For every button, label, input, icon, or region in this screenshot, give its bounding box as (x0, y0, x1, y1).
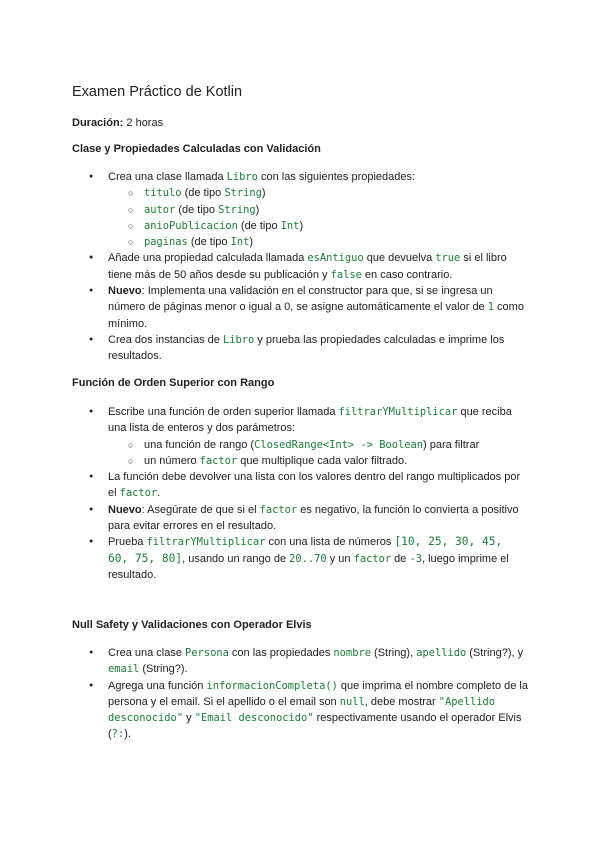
sub-list-item: ○ autor (de tipo String) (108, 202, 528, 218)
list-item: ● Escribe una función de orden superior llamada filtrarYMultiplicar que reciba una lista de enteros y dos parámetros: ○ una función de rango (ClosedRange<Int> -> Boolean) para filtrar ○ un número factor que multiplique cada valor filtrado. (72, 404, 528, 469)
sub-list-item: ○ una función de rango (ClosedRange<Int> -> Boolean) para filtrar (108, 437, 528, 453)
sub-list-item: ○ anioPublicacion (de tipo Int) (108, 218, 528, 234)
list-item: ● Nuevo: Implementa una validación en el constructor para que, si se ingresa un número de páginas menor o igual a 0, se asigne automáticamente el valor de 1 como mínimo. (72, 283, 528, 332)
section-2-list (72, 404, 528, 583)
section-1-list (72, 169, 528, 365)
parameter-sublist (108, 437, 528, 470)
sub-list-item: ○ titulo (de tipo String) (108, 185, 528, 201)
list-item: ● Prueba filtrarYMultiplicar con una lista de números [10, 25, 30, 45, 60, 75, 80], usando un rango de 20..70 y un factor de -3, luego imprime el resultado. (72, 534, 528, 583)
list-item: ● Crea una clase Persona con las propiedades nombre (String), apellido (String?), y email (String?). (72, 645, 528, 678)
list-item: ● La función debe devolver una lista con los valores dentro del rango multiplicados por el factor. (72, 469, 528, 502)
section-3-heading: Null Safety y Validaciones con Operador Elvis (72, 619, 312, 631)
duration-line (72, 117, 163, 129)
list-item: ● Agrega una función informacionCompleta() que imprima el nombre completo de la persona y el email. Si el apellido o el email son null, debe mostrar "Apellido desconocido" y "Email desconocido" respectivamente usando el operador Elvis (?:). (72, 678, 528, 743)
section-2-heading: Función de Orden Superior con Rango (72, 377, 275, 389)
list-item: ● Crea una clase llamada Libro con las siguientes propiedades: ○ titulo (de tipo String) ○ autor (de tipo String) ○ anioPublicacion (de tipo Int) ○ paginas (de tipo Int) (72, 169, 528, 250)
sub-list-item: ○ un número factor que multiplique cada valor filtrado. (108, 453, 528, 469)
list-item: ● Añade una propiedad calculada llamada esAntiguo que devuelva true si el libro tiene más de 50 años desde su publicación y false en caso contrario. (72, 250, 528, 283)
duration-label: Duración: (72, 117, 124, 129)
sub-list-item: ○ paginas (de tipo Int) (108, 234, 528, 250)
property-sublist (108, 185, 528, 250)
list-item: ● Nuevo: Asegúrate de que si el factor es negativo, la función lo convierta a positivo para evitar errores en el resultado. (72, 502, 528, 535)
duration-value: 2 horas (123, 117, 164, 129)
section-1-heading: Clase y Propiedades Calculadas con Validación (72, 143, 321, 155)
list-item: ● Crea dos instancias de Libro y prueba las propiedades calculadas e imprime los resultados. (72, 332, 528, 365)
page-title: Examen Práctico de Kotlin (72, 84, 243, 100)
section-3-list (72, 645, 528, 743)
